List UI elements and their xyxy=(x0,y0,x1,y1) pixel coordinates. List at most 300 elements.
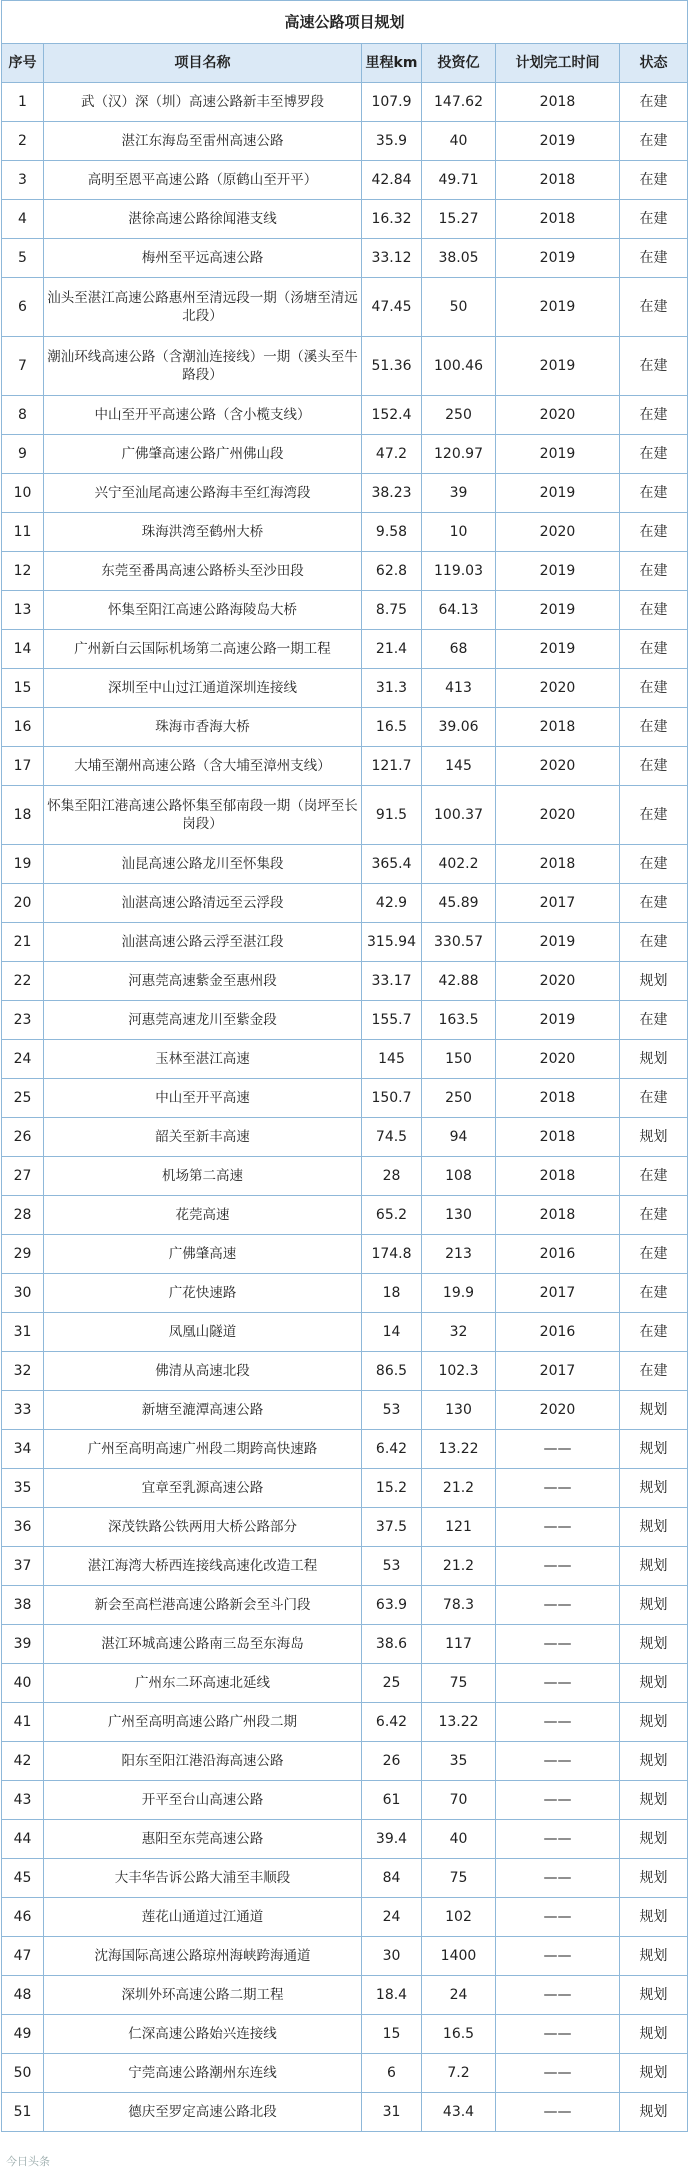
cell-project-name: 深圳外环高速公路二期工程 xyxy=(44,1976,362,2015)
header-completion: 计划完工时间 xyxy=(496,44,620,83)
cell-project-name: 汕头至湛江高速公路惠州至清远段一期（汤塘至清远北段） xyxy=(44,278,362,337)
table-row xyxy=(2,122,688,161)
cell-completion: —— xyxy=(496,1625,620,1664)
cell-status: 在建 xyxy=(620,630,688,669)
cell-completion: 2019 xyxy=(496,435,620,474)
cell-index: 12 xyxy=(2,552,44,591)
cell-index: 40 xyxy=(2,1664,44,1703)
cell-status: 在建 xyxy=(620,552,688,591)
cell-status: 在建 xyxy=(620,1313,688,1352)
cell-index: 36 xyxy=(2,1508,44,1547)
cell-completion: 2019 xyxy=(496,337,620,396)
cell-index: 4 xyxy=(2,200,44,239)
table-row xyxy=(2,1742,688,1781)
cell-status: 规划 xyxy=(620,1391,688,1430)
cell-completion: —— xyxy=(496,1859,620,1898)
cell-status: 规划 xyxy=(620,1430,688,1469)
cell-index: 45 xyxy=(2,1859,44,1898)
cell-index: 10 xyxy=(2,474,44,513)
cell-investment: 15.27 xyxy=(422,200,496,239)
cell-project-name: 珠海洪湾至鹤州大桥 xyxy=(44,513,362,552)
cell-mileage: 37.5 xyxy=(362,1508,422,1547)
cell-index: 1 xyxy=(2,83,44,122)
cell-project-name: 怀集至阳江高速公路海陵岛大桥 xyxy=(44,591,362,630)
cell-investment: 24 xyxy=(422,1976,496,2015)
table-row xyxy=(2,747,688,786)
cell-status: 在建 xyxy=(620,513,688,552)
cell-status: 在建 xyxy=(620,1196,688,1235)
cell-investment: 43.4 xyxy=(422,2093,496,2132)
cell-investment: 75 xyxy=(422,1859,496,1898)
cell-status: 在建 xyxy=(620,474,688,513)
cell-status: 规划 xyxy=(620,1469,688,1508)
table-row xyxy=(2,1040,688,1079)
cell-index: 11 xyxy=(2,513,44,552)
cell-status: 规划 xyxy=(620,1508,688,1547)
cell-mileage: 47.2 xyxy=(362,435,422,474)
cell-project-name: 广花快速路 xyxy=(44,1274,362,1313)
table-row xyxy=(2,1469,688,1508)
cell-mileage: 91.5 xyxy=(362,786,422,845)
cell-index: 30 xyxy=(2,1274,44,1313)
cell-index: 16 xyxy=(2,708,44,747)
cell-project-name: 宜章至乳源高速公路 xyxy=(44,1469,362,1508)
cell-investment: 120.97 xyxy=(422,435,496,474)
cell-mileage: 8.75 xyxy=(362,591,422,630)
cell-status: 规划 xyxy=(620,1703,688,1742)
cell-mileage: 42.84 xyxy=(362,161,422,200)
cell-investment: 38.05 xyxy=(422,239,496,278)
cell-mileage: 51.36 xyxy=(362,337,422,396)
cell-investment: 13.22 xyxy=(422,1430,496,1469)
cell-investment: 35 xyxy=(422,1742,496,1781)
cell-investment: 70 xyxy=(422,1781,496,1820)
cell-investment: 78.3 xyxy=(422,1586,496,1625)
cell-completion: 2018 xyxy=(496,845,620,884)
table-row xyxy=(2,1391,688,1430)
table-title: 高速公路项目规划 xyxy=(2,1,688,44)
cell-completion: —— xyxy=(496,2093,620,2132)
table-row xyxy=(2,923,688,962)
cell-index: 49 xyxy=(2,2015,44,2054)
cell-index: 34 xyxy=(2,1430,44,1469)
cell-completion: —— xyxy=(496,2054,620,2093)
cell-completion: 2020 xyxy=(496,513,620,552)
cell-investment: 213 xyxy=(422,1235,496,1274)
cell-mileage: 14 xyxy=(362,1313,422,1352)
cell-completion: 2017 xyxy=(496,884,620,923)
cell-mileage: 150.7 xyxy=(362,1079,422,1118)
cell-project-name: 德庆至罗定高速公路北段 xyxy=(44,2093,362,2132)
cell-status: 规划 xyxy=(620,1664,688,1703)
cell-mileage: 33.12 xyxy=(362,239,422,278)
table-row xyxy=(2,1430,688,1469)
cell-mileage: 6 xyxy=(362,2054,422,2093)
cell-investment: 50 xyxy=(422,278,496,337)
cell-investment: 21.2 xyxy=(422,1469,496,1508)
cell-index: 24 xyxy=(2,1040,44,1079)
cell-status: 规划 xyxy=(620,1625,688,1664)
cell-mileage: 38.6 xyxy=(362,1625,422,1664)
cell-mileage: 38.23 xyxy=(362,474,422,513)
cell-status: 在建 xyxy=(620,923,688,962)
cell-index: 44 xyxy=(2,1820,44,1859)
cell-mileage: 42.9 xyxy=(362,884,422,923)
cell-mileage: 152.4 xyxy=(362,396,422,435)
cell-mileage: 33.17 xyxy=(362,962,422,1001)
cell-completion: 2019 xyxy=(496,630,620,669)
cell-index: 22 xyxy=(2,962,44,1001)
cell-project-name: 广州至高明高速公路广州段二期 xyxy=(44,1703,362,1742)
cell-investment: 40 xyxy=(422,1820,496,1859)
cell-project-name: 汕湛高速公路清远至云浮段 xyxy=(44,884,362,923)
cell-status: 在建 xyxy=(620,1274,688,1313)
cell-completion: 2017 xyxy=(496,1352,620,1391)
cell-mileage: 26 xyxy=(362,1742,422,1781)
cell-index: 21 xyxy=(2,923,44,962)
cell-status: 规划 xyxy=(620,1859,688,1898)
table-row xyxy=(2,708,688,747)
cell-mileage: 24 xyxy=(362,1898,422,1937)
cell-mileage: 39.4 xyxy=(362,1820,422,1859)
table-row xyxy=(2,786,688,845)
cell-investment: 102.3 xyxy=(422,1352,496,1391)
cell-project-name: 湛江环城高速公路南三岛至东海岛 xyxy=(44,1625,362,1664)
table-row xyxy=(2,845,688,884)
cell-investment: 121 xyxy=(422,1508,496,1547)
table-row xyxy=(2,1703,688,1742)
cell-completion: 2019 xyxy=(496,552,620,591)
cell-project-name: 河惠莞高速紫金至惠州段 xyxy=(44,962,362,1001)
cell-mileage: 15 xyxy=(362,2015,422,2054)
cell-investment: 19.9 xyxy=(422,1274,496,1313)
cell-completion: 2018 xyxy=(496,1196,620,1235)
cell-index: 2 xyxy=(2,122,44,161)
table-row xyxy=(2,1196,688,1235)
cell-status: 在建 xyxy=(620,1001,688,1040)
cell-status: 规划 xyxy=(620,2015,688,2054)
cell-index: 50 xyxy=(2,2054,44,2093)
cell-status: 在建 xyxy=(620,747,688,786)
table-row xyxy=(2,1586,688,1625)
header-name: 项目名称 xyxy=(44,44,362,83)
cell-index: 9 xyxy=(2,435,44,474)
cell-completion: 2020 xyxy=(496,786,620,845)
table-row xyxy=(2,1781,688,1820)
cell-project-name: 宁莞高速公路潮州东连线 xyxy=(44,2054,362,2093)
cell-project-name: 汕昆高速公路龙川至怀集段 xyxy=(44,845,362,884)
cell-investment: 10 xyxy=(422,513,496,552)
cell-index: 41 xyxy=(2,1703,44,1742)
cell-investment: 413 xyxy=(422,669,496,708)
cell-completion: —— xyxy=(496,1976,620,2015)
cell-mileage: 16.32 xyxy=(362,200,422,239)
cell-completion: 2018 xyxy=(496,83,620,122)
cell-index: 32 xyxy=(2,1352,44,1391)
cell-project-name: 河惠莞高速龙川至紫金段 xyxy=(44,1001,362,1040)
cell-completion: 2020 xyxy=(496,962,620,1001)
cell-completion: —— xyxy=(496,1430,620,1469)
cell-completion: 2018 xyxy=(496,161,620,200)
cell-status: 在建 xyxy=(620,1079,688,1118)
cell-index: 28 xyxy=(2,1196,44,1235)
cell-completion: 2019 xyxy=(496,122,620,161)
cell-completion: —— xyxy=(496,2015,620,2054)
cell-project-name: 韶关至新丰高速 xyxy=(44,1118,362,1157)
cell-investment: 102 xyxy=(422,1898,496,1937)
cell-mileage: 155.7 xyxy=(362,1001,422,1040)
table-row xyxy=(2,1508,688,1547)
cell-project-name: 梅州至平远高速公路 xyxy=(44,239,362,278)
cell-mileage: 35.9 xyxy=(362,122,422,161)
cell-index: 14 xyxy=(2,630,44,669)
header-index: 序号 xyxy=(2,44,44,83)
cell-investment: 108 xyxy=(422,1157,496,1196)
cell-mileage: 16.5 xyxy=(362,708,422,747)
cell-investment: 163.5 xyxy=(422,1001,496,1040)
cell-index: 7 xyxy=(2,337,44,396)
cell-status: 在建 xyxy=(620,708,688,747)
cell-status: 在建 xyxy=(620,396,688,435)
cell-status: 规划 xyxy=(620,1976,688,2015)
cell-project-name: 湛江海湾大桥西连接线高速化改造工程 xyxy=(44,1547,362,1586)
table-row xyxy=(2,1625,688,1664)
cell-status: 规划 xyxy=(620,1118,688,1157)
cell-index: 31 xyxy=(2,1313,44,1352)
table-row xyxy=(2,1976,688,2015)
cell-completion: 2019 xyxy=(496,239,620,278)
cell-investment: 64.13 xyxy=(422,591,496,630)
watermark: 今日头条 xyxy=(6,2155,50,2168)
cell-project-name: 机场第二高速 xyxy=(44,1157,362,1196)
table-row xyxy=(2,669,688,708)
cell-investment: 39.06 xyxy=(422,708,496,747)
table-row xyxy=(2,884,688,923)
cell-index: 42 xyxy=(2,1742,44,1781)
cell-project-name: 广佛肇高速 xyxy=(44,1235,362,1274)
cell-index: 17 xyxy=(2,747,44,786)
cell-mileage: 25 xyxy=(362,1664,422,1703)
table-row xyxy=(2,2054,688,2093)
cell-completion: 2020 xyxy=(496,669,620,708)
table-row xyxy=(2,513,688,552)
cell-project-name: 湛徐高速公路徐闻港支线 xyxy=(44,200,362,239)
cell-status: 在建 xyxy=(620,278,688,337)
cell-completion: —— xyxy=(496,1898,620,1937)
cell-status: 在建 xyxy=(620,1352,688,1391)
cell-status: 在建 xyxy=(620,122,688,161)
cell-status: 规划 xyxy=(620,1898,688,1937)
cell-mileage: 63.9 xyxy=(362,1586,422,1625)
cell-project-name: 新会至高栏港高速公路新会至斗门段 xyxy=(44,1586,362,1625)
cell-index: 20 xyxy=(2,884,44,923)
cell-status: 规划 xyxy=(620,1742,688,1781)
cell-project-name: 潮汕环线高速公路（含潮汕连接线）一期（溪头至牛路段） xyxy=(44,337,362,396)
cell-investment: 68 xyxy=(422,630,496,669)
cell-completion: 2019 xyxy=(496,1001,620,1040)
cell-index: 33 xyxy=(2,1391,44,1430)
cell-completion: —— xyxy=(496,1664,620,1703)
cell-status: 规划 xyxy=(620,1547,688,1586)
table-row xyxy=(2,1664,688,1703)
cell-index: 51 xyxy=(2,2093,44,2132)
cell-investment: 402.2 xyxy=(422,845,496,884)
cell-mileage: 65.2 xyxy=(362,1196,422,1235)
table-row xyxy=(2,552,688,591)
table-row xyxy=(2,278,688,337)
cell-investment: 147.62 xyxy=(422,83,496,122)
cell-mileage: 365.4 xyxy=(362,845,422,884)
cell-completion: 2019 xyxy=(496,278,620,337)
cell-project-name: 开平至台山高速公路 xyxy=(44,1781,362,1820)
cell-status: 规划 xyxy=(620,2054,688,2093)
cell-investment: 40 xyxy=(422,122,496,161)
table-row xyxy=(2,1859,688,1898)
cell-completion: —— xyxy=(496,1703,620,1742)
table-row xyxy=(2,1118,688,1157)
cell-index: 6 xyxy=(2,278,44,337)
cell-project-name: 花莞高速 xyxy=(44,1196,362,1235)
cell-mileage: 53 xyxy=(362,1547,422,1586)
cell-completion: 2017 xyxy=(496,1274,620,1313)
cell-mileage: 30 xyxy=(362,1937,422,1976)
cell-index: 25 xyxy=(2,1079,44,1118)
header-status: 状态 xyxy=(620,44,688,83)
cell-completion: 2020 xyxy=(496,747,620,786)
cell-project-name: 仁深高速公路始兴连接线 xyxy=(44,2015,362,2054)
cell-completion: 2018 xyxy=(496,200,620,239)
cell-status: 在建 xyxy=(620,337,688,396)
cell-status: 规划 xyxy=(620,1937,688,1976)
cell-index: 3 xyxy=(2,161,44,200)
table-row xyxy=(2,161,688,200)
table-row xyxy=(2,962,688,1001)
cell-project-name: 兴宁至汕尾高速公路海丰至红海湾段 xyxy=(44,474,362,513)
cell-status: 在建 xyxy=(620,200,688,239)
cell-investment: 1400 xyxy=(422,1937,496,1976)
table-row xyxy=(2,1274,688,1313)
cell-project-name: 大埔至潮州高速公路（含大埔至漳州支线） xyxy=(44,747,362,786)
cell-investment: 130 xyxy=(422,1391,496,1430)
cell-index: 47 xyxy=(2,1937,44,1976)
cell-completion: —— xyxy=(496,1547,620,1586)
table-row xyxy=(2,1352,688,1391)
cell-mileage: 62.8 xyxy=(362,552,422,591)
cell-project-name: 湛江东海岛至雷州高速公路 xyxy=(44,122,362,161)
table-row xyxy=(2,630,688,669)
cell-status: 规划 xyxy=(620,1781,688,1820)
cell-investment: 39 xyxy=(422,474,496,513)
cell-index: 8 xyxy=(2,396,44,435)
cell-index: 38 xyxy=(2,1586,44,1625)
cell-mileage: 6.42 xyxy=(362,1430,422,1469)
cell-index: 46 xyxy=(2,1898,44,1937)
cell-status: 规划 xyxy=(620,1040,688,1079)
cell-investment: 250 xyxy=(422,1079,496,1118)
cell-completion: 2016 xyxy=(496,1313,620,1352)
cell-project-name: 中山至开平高速 xyxy=(44,1079,362,1118)
cell-mileage: 121.7 xyxy=(362,747,422,786)
table-row xyxy=(2,1547,688,1586)
cell-mileage: 18 xyxy=(362,1274,422,1313)
cell-index: 26 xyxy=(2,1118,44,1157)
cell-status: 在建 xyxy=(620,83,688,122)
cell-investment: 117 xyxy=(422,1625,496,1664)
cell-investment: 330.57 xyxy=(422,923,496,962)
cell-completion: 2020 xyxy=(496,1391,620,1430)
cell-completion: —— xyxy=(496,1781,620,1820)
header-mileage: 里程km xyxy=(362,44,422,83)
cell-project-name: 佛清从高速北段 xyxy=(44,1352,362,1391)
cell-completion: 2020 xyxy=(496,396,620,435)
cell-investment: 100.46 xyxy=(422,337,496,396)
cell-mileage: 145 xyxy=(362,1040,422,1079)
cell-investment: 250 xyxy=(422,396,496,435)
cell-completion: —— xyxy=(496,1937,620,1976)
cell-status: 在建 xyxy=(620,1235,688,1274)
cell-index: 23 xyxy=(2,1001,44,1040)
cell-completion: —— xyxy=(496,1586,620,1625)
cell-mileage: 84 xyxy=(362,1859,422,1898)
cell-project-name: 深圳至中山过江通道深圳连接线 xyxy=(44,669,362,708)
cell-index: 35 xyxy=(2,1469,44,1508)
cell-status: 在建 xyxy=(620,591,688,630)
cell-mileage: 47.45 xyxy=(362,278,422,337)
cell-mileage: 107.9 xyxy=(362,83,422,122)
cell-investment: 42.88 xyxy=(422,962,496,1001)
cell-completion: —— xyxy=(496,1742,620,1781)
cell-investment: 7.2 xyxy=(422,2054,496,2093)
table-row xyxy=(2,2015,688,2054)
table-row xyxy=(2,1313,688,1352)
cell-investment: 32 xyxy=(422,1313,496,1352)
cell-status: 规划 xyxy=(620,1820,688,1859)
cell-project-name: 大丰华告诉公路大浦至丰顺段 xyxy=(44,1859,362,1898)
cell-completion: 2018 xyxy=(496,1157,620,1196)
cell-completion: 2018 xyxy=(496,1118,620,1157)
cell-investment: 49.71 xyxy=(422,161,496,200)
cell-mileage: 9.58 xyxy=(362,513,422,552)
cell-index: 13 xyxy=(2,591,44,630)
cell-project-name: 玉林至湛江高速 xyxy=(44,1040,362,1079)
table-row xyxy=(2,1937,688,1976)
cell-completion: 2020 xyxy=(496,1040,620,1079)
cell-investment: 21.2 xyxy=(422,1547,496,1586)
cell-mileage: 18.4 xyxy=(362,1976,422,2015)
cell-status: 在建 xyxy=(620,435,688,474)
cell-investment: 16.5 xyxy=(422,2015,496,2054)
cell-project-name: 广州至高明高速广州段二期跨高快速路 xyxy=(44,1430,362,1469)
header-investment: 投资亿 xyxy=(422,44,496,83)
table-row xyxy=(2,1079,688,1118)
cell-project-name: 凤凰山隧道 xyxy=(44,1313,362,1352)
cell-mileage: 61 xyxy=(362,1781,422,1820)
cell-status: 在建 xyxy=(620,161,688,200)
cell-mileage: 21.4 xyxy=(362,630,422,669)
cell-mileage: 86.5 xyxy=(362,1352,422,1391)
cell-status: 规划 xyxy=(620,962,688,1001)
cell-investment: 75 xyxy=(422,1664,496,1703)
cell-investment: 119.03 xyxy=(422,552,496,591)
cell-index: 43 xyxy=(2,1781,44,1820)
cell-mileage: 15.2 xyxy=(362,1469,422,1508)
cell-mileage: 174.8 xyxy=(362,1235,422,1274)
cell-project-name: 惠阳至东莞高速公路 xyxy=(44,1820,362,1859)
cell-index: 29 xyxy=(2,1235,44,1274)
cell-project-name: 汕湛高速公路云浮至湛江段 xyxy=(44,923,362,962)
cell-project-name: 高明至恩平高速公路（原鹤山至开平） xyxy=(44,161,362,200)
cell-index: 39 xyxy=(2,1625,44,1664)
